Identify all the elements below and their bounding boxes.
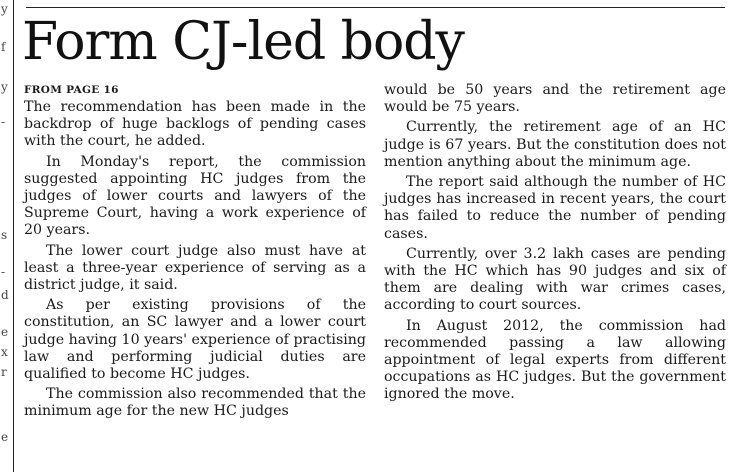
paragraph: would be 50 years and the retirement age would be 75 years. — [384, 82, 726, 116]
article-column-right — [384, 82, 726, 407]
gutter-letter: - — [1, 265, 6, 279]
paragraph: In Monday's report, the commission suggested appointing HC judges from the judges of lower courts and lawyers of the Supreme Court, having a work experience of 20 years. — [24, 153, 366, 239]
gutter-letter: - — [1, 115, 6, 129]
paragraph: As per existing provisions of the constitution, an SC lawyer and a lower court judge having 10 years' experience of practising law and performing judicial duties are qualified to become HC judges. — [24, 297, 366, 383]
gutter-letter: s — [1, 228, 8, 242]
gutter-letter: e — [1, 430, 9, 444]
gutter-letter: f — [1, 40, 6, 54]
paragraph: The report said although the number of HC judges has increased in recent years, the court has failed to reduce the number of pending cases. — [384, 174, 726, 242]
dateline: FROM PAGE 16 — [24, 84, 119, 96]
paragraph: The commission also recommended that the minimum age for the new HC judges — [24, 386, 366, 420]
gutter-letter: r — [1, 365, 7, 379]
paragraph: Currently, over 3.2 lakh cases are pending with the HC which has 90 judges and six of them are dealing with war crimes cases, according to court sources. — [384, 245, 726, 314]
paragraph: The recommendation has been made in the backdrop of huge backlogs of pending cases with the court, he added. — [24, 99, 366, 150]
gutter-letter: x — [1, 345, 8, 359]
article-headline: Form CJ-led body — [22, 12, 464, 72]
top-rule — [26, 7, 725, 8]
paragraph: Currently, the retirement age of an HC judge is 67 years. But the constitution does not mention anything about the minimum age. — [384, 119, 726, 170]
previous-column-fragment — [0, 0, 12, 472]
gutter-letter: e — [1, 325, 9, 339]
gutter-letter: d — [1, 288, 9, 302]
gutter-letter: y — [1, 80, 8, 94]
paragraph: In August 2012, the commission had recommended passing a law allowing appointment of legal experts from different occupations as HC judges. But the government ignored the move. — [384, 317, 726, 403]
gutter-letter: y — [1, 2, 8, 16]
column-divider — [13, 0, 14, 472]
paragraph: The lower court judge also must have at least a three-year experience of serving as a district judge, it said. — [24, 242, 366, 294]
article-column-left — [24, 82, 366, 424]
